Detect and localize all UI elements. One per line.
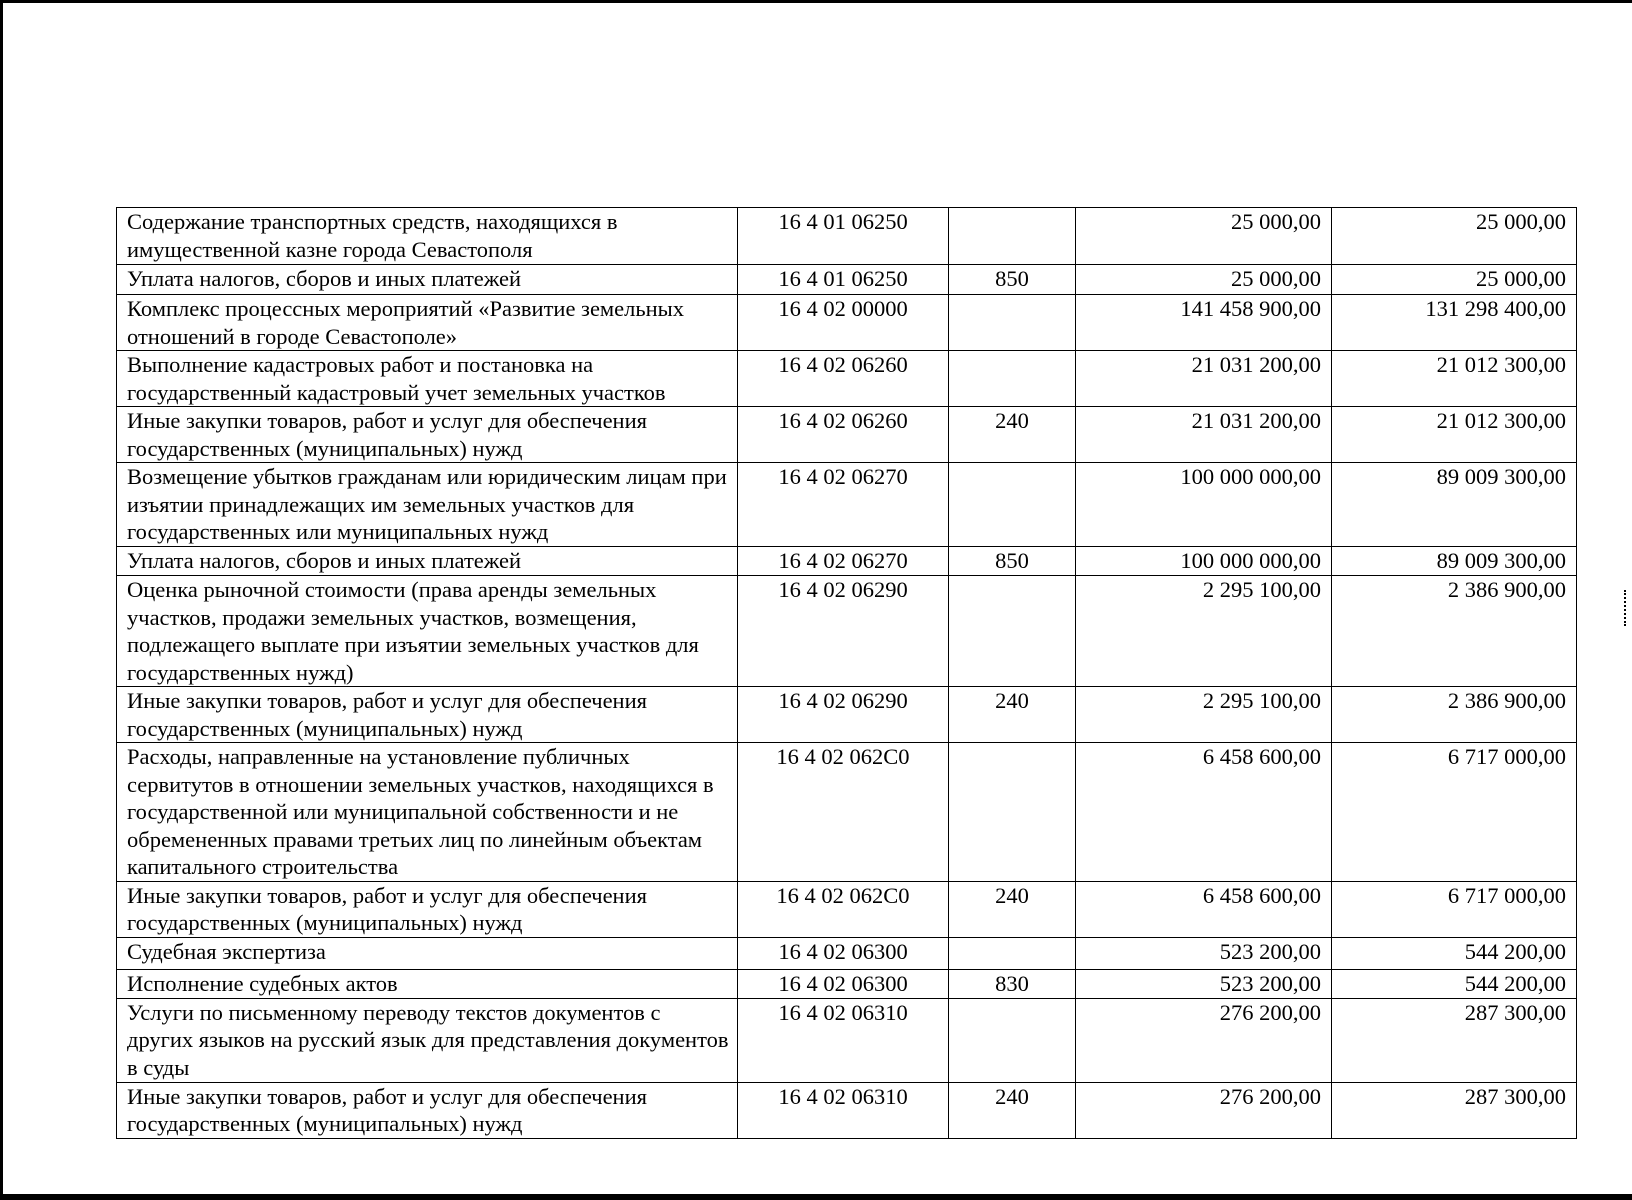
table-row xyxy=(117,208,1577,265)
row-expense-type xyxy=(949,351,1076,407)
row-code: 16 4 01 06250 xyxy=(738,208,949,265)
row-expense-type: 240 xyxy=(949,407,1076,463)
row-code: 16 4 02 06260 xyxy=(738,407,949,463)
row-amount-year2: 25 000,00 xyxy=(1332,208,1577,265)
row-amount-year1: 276 200,00 xyxy=(1076,998,1332,1082)
row-code: 16 4 02 00000 xyxy=(738,295,949,351)
row-name: Иные закупки товаров, работ и услуг для обеспечения государственных (муниципальных) нужд xyxy=(117,881,738,937)
row-expense-type: 240 xyxy=(949,1082,1076,1138)
row-amount-year1: 276 200,00 xyxy=(1076,1082,1332,1138)
row-amount-year1: 25 000,00 xyxy=(1076,265,1332,295)
row-expense-type: 240 xyxy=(949,881,1076,937)
row-code: 16 4 02 062С0 xyxy=(738,881,949,937)
row-name: Иные закупки товаров, работ и услуг для обеспечения государственных (муниципальных) нужд xyxy=(117,687,738,743)
row-amount-year2: 25 000,00 xyxy=(1332,265,1577,295)
row-amount-year1: 2 295 100,00 xyxy=(1076,576,1332,687)
table-row xyxy=(117,295,1577,351)
row-amount-year1: 6 458 600,00 xyxy=(1076,881,1332,937)
row-amount-year1: 21 031 200,00 xyxy=(1076,351,1332,407)
row-amount-year1: 523 200,00 xyxy=(1076,937,1332,969)
budget-table-body xyxy=(117,208,1577,1139)
row-expense-type xyxy=(949,463,1076,547)
row-expense-type xyxy=(949,295,1076,351)
scan-edge-top xyxy=(0,0,1632,3)
budget-table xyxy=(116,207,1577,1139)
table-row xyxy=(117,407,1577,463)
budget-table-container xyxy=(116,207,1576,1139)
table-row xyxy=(117,998,1577,1082)
row-name: Иные закупки товаров, работ и услуг для обеспечения государственных (муниципальных) нужд xyxy=(117,1082,738,1138)
row-name: Содержание транспортных средств, находящихся в имущественной казне города Севастополя xyxy=(117,208,738,265)
row-amount-year2: 6 717 000,00 xyxy=(1332,881,1577,937)
row-amount-year2: 89 009 300,00 xyxy=(1332,463,1577,547)
row-amount-year1: 141 458 900,00 xyxy=(1076,295,1332,351)
scan-edge-left xyxy=(0,0,3,1200)
row-expense-type xyxy=(949,576,1076,687)
row-expense-type xyxy=(949,937,1076,969)
row-amount-year2: 287 300,00 xyxy=(1332,1082,1577,1138)
row-code: 16 4 02 06310 xyxy=(738,1082,949,1138)
row-amount-year2: 89 009 300,00 xyxy=(1332,547,1577,576)
row-amount-year2: 6 717 000,00 xyxy=(1332,743,1577,882)
row-amount-year1: 100 000 000,00 xyxy=(1076,547,1332,576)
row-name: Оценка рыночной стоимости (права аренды земельных участков, продажи земельных участков, возмещения, подлежащего выплате при изъятии земельных участков для государственных нужд) xyxy=(117,576,738,687)
row-amount-year2: 21 012 300,00 xyxy=(1332,407,1577,463)
row-amount-year1: 2 295 100,00 xyxy=(1076,687,1332,743)
row-amount-year2: 21 012 300,00 xyxy=(1332,351,1577,407)
table-row xyxy=(117,937,1577,969)
row-name: Исполнение судебных актов xyxy=(117,969,738,998)
row-code: 16 4 02 06310 xyxy=(738,998,949,1082)
row-expense-type xyxy=(949,998,1076,1082)
row-amount-year2: 2 386 900,00 xyxy=(1332,576,1577,687)
row-expense-type: 830 xyxy=(949,969,1076,998)
table-row xyxy=(117,881,1577,937)
row-code: 16 4 02 06300 xyxy=(738,937,949,969)
row-name: Возмещение убытков гражданам или юридическим лицам при изъятии принадлежащих им земельных участков для государственных или муниципальных нужд xyxy=(117,463,738,547)
row-amount-year2: 2 386 900,00 xyxy=(1332,687,1577,743)
table-row xyxy=(117,265,1577,295)
row-name: Комплекс процессных мероприятий «Развитие земельных отношений в городе Севастополе» xyxy=(117,295,738,351)
table-row xyxy=(117,743,1577,882)
table-row xyxy=(117,463,1577,547)
row-name: Расходы, направленные на установление публичных сервитутов в отношении земельных участков, находящихся в государственной или муниципальной собственности и не обремененных правами третьих лиц по линейным объектам капитального строительства xyxy=(117,743,738,882)
row-amount-year2: 131 298 400,00 xyxy=(1332,295,1577,351)
row-code: 16 4 02 062С0 xyxy=(738,743,949,882)
table-row xyxy=(117,351,1577,407)
row-expense-type: 240 xyxy=(949,687,1076,743)
scan-punch-marks xyxy=(1624,590,1628,626)
table-row xyxy=(117,547,1577,576)
row-amount-year1: 25 000,00 xyxy=(1076,208,1332,265)
table-row xyxy=(117,1082,1577,1138)
row-amount-year1: 523 200,00 xyxy=(1076,969,1332,998)
row-expense-type: 850 xyxy=(949,547,1076,576)
row-name: Услуги по письменному переводу текстов документов с других языков на русский язык для представления документов в суды xyxy=(117,998,738,1082)
row-amount-year1: 21 031 200,00 xyxy=(1076,407,1332,463)
scan-edge-bottom xyxy=(0,1194,1632,1200)
table-row xyxy=(117,576,1577,687)
row-amount-year2: 287 300,00 xyxy=(1332,998,1577,1082)
row-code: 16 4 01 06250 xyxy=(738,265,949,295)
row-expense-type xyxy=(949,208,1076,265)
row-name: Уплата налогов, сборов и иных платежей xyxy=(117,265,738,295)
row-code: 16 4 02 06290 xyxy=(738,576,949,687)
row-code: 16 4 02 06300 xyxy=(738,969,949,998)
row-amount-year1: 6 458 600,00 xyxy=(1076,743,1332,882)
row-name: Выполнение кадастровых работ и постановка на государственный кадастровый учет земельных участков xyxy=(117,351,738,407)
row-code: 16 4 02 06270 xyxy=(738,463,949,547)
row-expense-type: 850 xyxy=(949,265,1076,295)
row-code: 16 4 02 06270 xyxy=(738,547,949,576)
row-amount-year2: 544 200,00 xyxy=(1332,937,1577,969)
table-row xyxy=(117,969,1577,998)
row-name: Судебная экспертиза xyxy=(117,937,738,969)
row-name: Иные закупки товаров, работ и услуг для обеспечения государственных (муниципальных) нужд xyxy=(117,407,738,463)
row-code: 16 4 02 06260 xyxy=(738,351,949,407)
row-expense-type xyxy=(949,743,1076,882)
row-name: Уплата налогов, сборов и иных платежей xyxy=(117,547,738,576)
row-amount-year2: 544 200,00 xyxy=(1332,969,1577,998)
table-row xyxy=(117,687,1577,743)
row-code: 16 4 02 06290 xyxy=(738,687,949,743)
row-amount-year1: 100 000 000,00 xyxy=(1076,463,1332,547)
